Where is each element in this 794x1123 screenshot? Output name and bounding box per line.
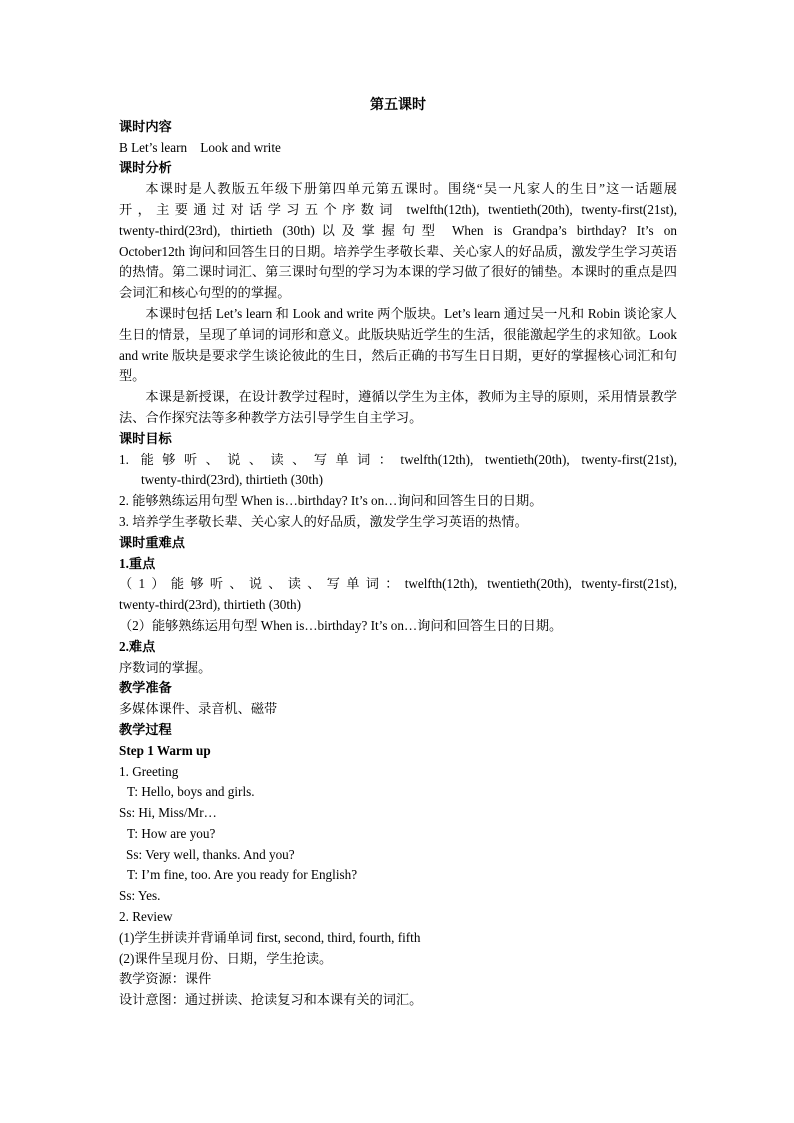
prep-heading: 教学准备 bbox=[119, 680, 172, 696]
goal-3: 3. 培养学生孝敬长辈、关心家人的好品质，激发学生学习英语的热情。 bbox=[119, 513, 528, 529]
content-heading: 课时内容 bbox=[119, 118, 172, 134]
analysis-paragraph-1-line-1: 本课时是人教版五年级下册第四单元第五课时。围绕“吴一凡家人的生日”这一话题展 bbox=[145, 181, 677, 197]
dialogue-line-1: T: Hello, boys and girls. bbox=[127, 784, 255, 800]
key-point-2: （2）能够熟练运用句型 When is…birthday? It’s on…询问和回答生日的日期。 bbox=[119, 617, 563, 633]
analysis-paragraph-2: 本课时包括 Let’s learn 和 Look and write 两个版块。Let’s learn 通过吴一凡和 Robin 谈论家人生日的情景，呈现了单词的词形和意义。此版块贴近学生的生活，很能激起学生的求知欲。Look and write 版块是要求学生谈论彼此的生日，然后正确的书写生日日期，更好的掌握核心词汇和句型。 bbox=[119, 305, 677, 384]
difficult-text: 序数词的掌握。 bbox=[119, 659, 212, 675]
document-page bbox=[119, 96, 677, 1011]
goals-heading: 课时目标 bbox=[119, 430, 172, 446]
goal-1-line-2: twenty-third(23rd), thirtieth (30th) bbox=[141, 472, 324, 488]
teaching-resource: 教学资源：课件 bbox=[119, 971, 212, 987]
goal-2: 2. 能够熟练运用句型 When is…birthday? It’s on…询问和回答生日的日期。 bbox=[119, 493, 543, 509]
goal-1-line-1: 1. 能够听、说、读、写单词：twelfth(12th), twentieth(20th), twenty-first(21st), bbox=[119, 451, 677, 467]
process-heading: 教学过程 bbox=[119, 721, 172, 737]
difficult-heading: 2.难点 bbox=[119, 638, 156, 654]
prep-text: 多媒体课件、录音机、磁带 bbox=[119, 701, 278, 717]
dialogue-line-5: T: I’m fine, too. Are you ready for English? bbox=[127, 867, 358, 883]
review-label: 2. Review bbox=[119, 909, 173, 925]
analysis-paragraph-3: 本课是新授课，在设计教学过程时，遵循以学生为主体，教师为主导的原则，采用情景教学法、合作探究法等多种教学方法引导学生自主学习。 bbox=[119, 389, 677, 425]
design-intent: 设计意图：通过拼读、抢读复习和本课有关的词汇。 bbox=[119, 992, 423, 1008]
review-item-1: (1)学生拼读并背诵单词 first, second, third, fourth, fifth bbox=[119, 929, 421, 945]
dialogue-line-2: Ss: Hi, Miss/Mr… bbox=[119, 805, 217, 821]
analysis-paragraph-1-line-2: 开，主要通过对话学习五个序数词 twelfth(12th), twentieth(20th), twenty-first(21st), bbox=[119, 201, 677, 217]
analysis-paragraph-1-line-3: twenty-third(23rd), thirtieth (30th)以及掌握句型 When is Grandpa’s birthday? It’s on bbox=[119, 222, 677, 238]
dialogue-line-3: T: How are you? bbox=[127, 825, 216, 841]
content-text: B Let’s learn Look and write bbox=[119, 139, 281, 155]
key-heading: 1.重点 bbox=[119, 555, 156, 571]
analysis-paragraph-1-rest: October12th 询问和回答生日的日期。培养学生孝敬长辈、关心家人的好品质，激发学生学习英语的热情。第二课时词汇、第三课时句型的学习为本课的学习做了很好的铺垫。本课时的重点是四会词汇和核心句型的的掌握。 bbox=[119, 243, 677, 301]
page-title: 第五课时 bbox=[370, 98, 426, 113]
key-point-1-line-2: twenty-third(23rd), thirtieth (30th) bbox=[119, 597, 302, 613]
key-point-1-line-1: （1）能够听、说、读、写单词：twelfth(12th), twentieth(20th), twenty-first(21st), bbox=[119, 576, 677, 592]
step-1-heading: Step 1 Warm up bbox=[119, 742, 211, 758]
analysis-heading: 课时分析 bbox=[119, 160, 172, 176]
dialogue-line-4: Ss: Very well, thanks. And you? bbox=[126, 846, 295, 862]
keypoints-heading: 课时重难点 bbox=[119, 534, 185, 550]
greeting-label: 1. Greeting bbox=[119, 763, 179, 779]
dialogue-line-6: Ss: Yes. bbox=[119, 888, 161, 904]
review-item-2: (2)课件呈现月份、日期，学生抢读。 bbox=[119, 950, 333, 966]
